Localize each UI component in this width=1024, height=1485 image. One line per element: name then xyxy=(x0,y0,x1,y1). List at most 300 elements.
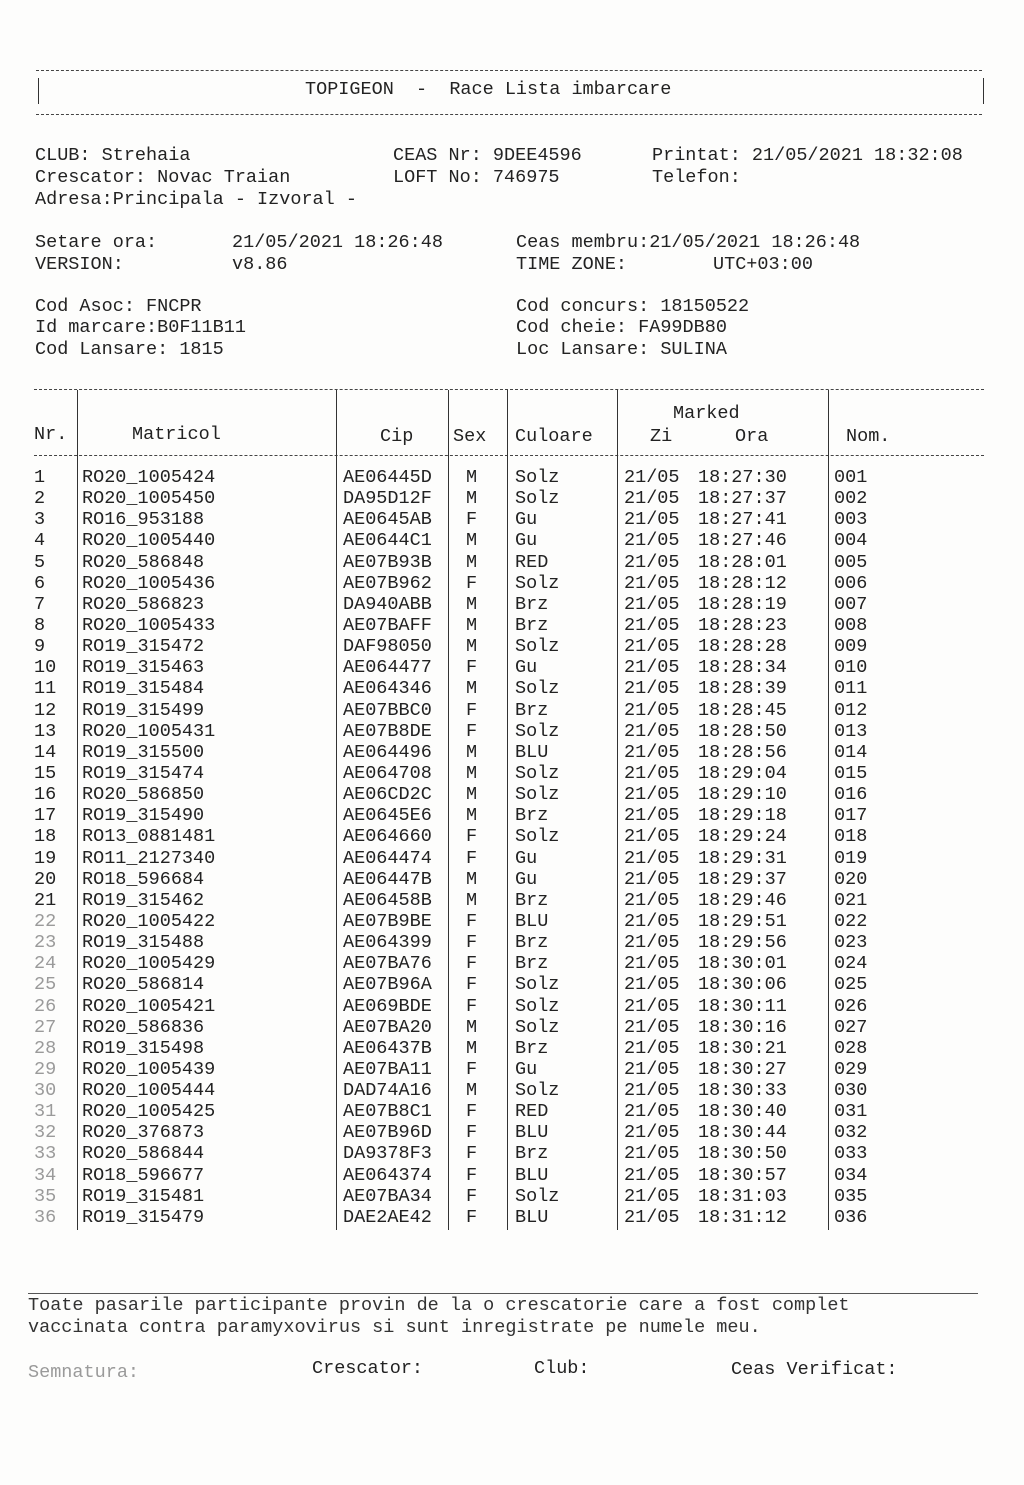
cod-cheie: Cod cheie: FA99DB80 xyxy=(516,317,727,338)
cell-cip: AE064346 xyxy=(343,678,432,700)
cell-cip: AE07B8DE xyxy=(343,720,432,742)
cell-ora: 18:29:46 xyxy=(698,889,787,911)
cell-nom: 020 xyxy=(834,868,868,890)
cell-cip: AE07BA11 xyxy=(343,1058,432,1080)
title-box-right xyxy=(983,78,984,104)
cell-cip: AE07BA20 xyxy=(343,1016,432,1038)
cell-nr: 22 xyxy=(34,910,57,932)
cell-sex: F xyxy=(466,1143,478,1165)
cell-ora: 18:29:51 xyxy=(698,910,787,932)
cell-culoare: RED xyxy=(515,551,549,573)
cell-ora: 18:28:23 xyxy=(698,614,787,636)
setare-value: 21/05/2021 18:26:48 xyxy=(232,232,443,253)
cell-cip: AE07B8C1 xyxy=(343,1101,432,1123)
cell-nr: 14 xyxy=(34,741,57,763)
cell-culoare: Gu xyxy=(515,1058,538,1080)
cell-cip: DAF98050 xyxy=(343,636,432,658)
cell-nom: 011 xyxy=(834,678,868,700)
setare-label: Setare ora: xyxy=(35,232,158,253)
cell-ora: 18:30:16 xyxy=(698,1016,787,1038)
cell-cip: AE07B96A xyxy=(343,974,432,996)
cell-nr: 29 xyxy=(34,1058,57,1080)
cell-sex: M xyxy=(466,488,478,510)
cell-nom: 031 xyxy=(834,1101,868,1123)
cell-nom: 035 xyxy=(834,1185,868,1207)
cell-nr: 1 xyxy=(34,467,46,488)
cell-zi: 21/05 xyxy=(624,1206,680,1228)
cell-matricol: RO19_315499 xyxy=(82,699,205,721)
cell-nom: 003 xyxy=(834,509,868,531)
cell-ora: 18:27:30 xyxy=(698,467,787,488)
column-divider xyxy=(77,390,78,1230)
cell-nr: 25 xyxy=(34,974,57,996)
cell-culoare: Brz xyxy=(515,1143,549,1165)
cell-culoare: Solz xyxy=(515,995,560,1017)
club: CLUB: Strehaia xyxy=(35,145,191,166)
cell-cip: DAE2AE42 xyxy=(343,1206,432,1228)
adresa: Adresa:Principala - Izvoral - xyxy=(35,189,357,210)
loft-no: LOFT No: 746975 xyxy=(393,167,560,188)
cell-zi: 21/05 xyxy=(624,1101,680,1123)
column-divider xyxy=(507,390,508,1230)
cell-culoare: Brz xyxy=(515,1037,549,1059)
cell-cip: DAD74A16 xyxy=(343,1080,432,1102)
cell-nr: 23 xyxy=(34,932,57,954)
column-divider xyxy=(448,390,449,1230)
cell-nr: 5 xyxy=(34,551,46,573)
cell-ora: 18:30:50 xyxy=(698,1143,787,1165)
cell-ora: 18:29:37 xyxy=(698,868,787,890)
cell-cip: AE064660 xyxy=(343,826,432,848)
cell-zi: 21/05 xyxy=(624,614,680,636)
cell-zi: 21/05 xyxy=(624,910,680,932)
cell-culoare: BLU xyxy=(515,741,549,763)
cell-culoare: Solz xyxy=(515,1185,560,1207)
cell-nr: 3 xyxy=(34,509,46,531)
cell-culoare: Brz xyxy=(515,699,549,721)
cell-zi: 21/05 xyxy=(624,488,680,510)
cell-matricol: RO20_586823 xyxy=(82,593,205,615)
cell-nom: 017 xyxy=(834,805,868,827)
cell-matricol: RO19_315479 xyxy=(82,1206,205,1228)
cell-sex: M xyxy=(466,1080,478,1102)
cell-culoare: Solz xyxy=(515,1016,560,1038)
cell-zi: 21/05 xyxy=(624,953,680,975)
header-nom: Nom. xyxy=(846,426,891,447)
cell-ora: 18:29:04 xyxy=(698,762,787,784)
cell-nr: 16 xyxy=(34,784,57,806)
cell-nr: 11 xyxy=(34,678,57,700)
ceas-membru: Ceas membru:21/05/2021 18:26:48 xyxy=(516,232,861,253)
time-zone-value: UTC+03:00 xyxy=(713,254,813,275)
ceas-nr: CEAS Nr: 9DEE4596 xyxy=(393,145,582,166)
cell-nr: 15 xyxy=(34,762,57,784)
cell-matricol: RO20_1005436 xyxy=(82,572,216,594)
cell-culoare: Solz xyxy=(515,784,560,806)
cell-matricol: RO13_0881481 xyxy=(82,826,216,848)
cell-cip: AE06445D xyxy=(343,467,432,488)
cell-nr: 12 xyxy=(34,699,57,721)
cell-sex: M xyxy=(466,784,478,806)
cell-ora: 18:28:19 xyxy=(698,593,787,615)
cell-ora: 18:30:40 xyxy=(698,1101,787,1123)
cell-nom: 034 xyxy=(834,1164,868,1186)
header-ora: Ora xyxy=(735,426,769,447)
cell-nom: 001 xyxy=(834,467,868,488)
cell-ora: 18:29:31 xyxy=(698,847,787,869)
cell-matricol: RO19_315484 xyxy=(82,678,205,700)
cell-culoare: Solz xyxy=(515,678,560,700)
cell-nom: 018 xyxy=(834,826,868,848)
cell-matricol: RO20_1005433 xyxy=(82,614,216,636)
cell-nr: 21 xyxy=(34,889,57,911)
cell-sex: F xyxy=(466,1122,478,1144)
cell-cip: AE06458B xyxy=(343,889,432,911)
cell-matricol: RO20_586814 xyxy=(82,974,205,996)
cell-matricol: RO20_586850 xyxy=(82,784,205,806)
cell-matricol: RO20_586844 xyxy=(82,1143,205,1165)
cell-ora: 18:28:56 xyxy=(698,741,787,763)
cell-culoare: Gu xyxy=(515,509,538,531)
cell-sex: M xyxy=(466,678,478,700)
cell-zi: 21/05 xyxy=(624,995,680,1017)
cell-ora: 18:30:33 xyxy=(698,1080,787,1102)
cell-culoare: BLU xyxy=(515,910,549,932)
cell-nr: 10 xyxy=(34,657,57,679)
cell-nr: 13 xyxy=(34,720,57,742)
id-marcare: Id marcare:B0F11B11 xyxy=(35,317,246,338)
cell-nr: 32 xyxy=(34,1122,57,1144)
cell-ora: 18:30:01 xyxy=(698,953,787,975)
cell-sex: M xyxy=(466,805,478,827)
cell-zi: 21/05 xyxy=(624,1058,680,1080)
cell-nr: 18 xyxy=(34,826,57,848)
cell-nom: 009 xyxy=(834,636,868,658)
cell-matricol: RO19_315488 xyxy=(82,932,205,954)
cell-zi: 21/05 xyxy=(624,636,680,658)
cell-sex: M xyxy=(466,467,478,488)
cell-zi: 21/05 xyxy=(624,974,680,996)
cell-sex: F xyxy=(466,974,478,996)
cell-nom: 019 xyxy=(834,847,868,869)
cell-matricol: RO18_596677 xyxy=(82,1164,205,1186)
cell-nom: 002 xyxy=(834,488,868,510)
club-signature-label: Club: xyxy=(534,1358,590,1379)
cell-sex: F xyxy=(466,1185,478,1207)
cell-zi: 21/05 xyxy=(624,551,680,573)
cell-sex: F xyxy=(466,699,478,721)
cell-sex: F xyxy=(466,995,478,1017)
cell-cip: AE06CD2C xyxy=(343,784,432,806)
cell-ora: 18:30:21 xyxy=(698,1037,787,1059)
footer-rule xyxy=(28,1293,978,1294)
header-cip: Cip xyxy=(380,426,414,447)
cell-matricol: RO20_586836 xyxy=(82,1016,205,1038)
ceas-verificat-label: Ceas Verificat: xyxy=(731,1359,898,1380)
cell-nr: 33 xyxy=(34,1143,57,1165)
cell-culoare: Brz xyxy=(515,593,549,615)
cell-nom: 016 xyxy=(834,784,868,806)
cell-nom: 021 xyxy=(834,889,868,911)
cell-culoare: Brz xyxy=(515,953,549,975)
cell-nom: 008 xyxy=(834,614,868,636)
cell-nr: 6 xyxy=(34,572,46,594)
cell-culoare: BLU xyxy=(515,1206,549,1228)
cell-culoare: Gu xyxy=(515,657,538,679)
cell-culoare: Solz xyxy=(515,467,560,488)
cell-matricol: RO20_1005440 xyxy=(82,530,216,552)
column-divider xyxy=(336,390,337,1230)
cell-cip: DA9378F3 xyxy=(343,1143,432,1165)
header-marked: Marked xyxy=(673,403,740,424)
cell-nr: 36 xyxy=(34,1206,57,1228)
header-matricol: Matricol xyxy=(132,424,221,445)
cell-nom: 004 xyxy=(834,530,868,552)
cell-nom: 023 xyxy=(834,932,868,954)
cell-nom: 025 xyxy=(834,974,868,996)
cell-culoare: Gu xyxy=(515,530,538,552)
cell-nom: 029 xyxy=(834,1058,868,1080)
cell-nr: 20 xyxy=(34,868,57,890)
cell-sex: F xyxy=(466,1164,478,1186)
cell-matricol: RO19_315498 xyxy=(82,1037,205,1059)
time-zone-label: TIME ZONE: xyxy=(516,254,628,275)
cell-matricol: RO20_1005429 xyxy=(82,953,216,975)
cell-matricol: RO20_1005431 xyxy=(82,720,216,742)
cell-cip: AE07B93B xyxy=(343,551,432,573)
cell-zi: 21/05 xyxy=(624,1037,680,1059)
cell-ora: 18:28:01 xyxy=(698,551,787,573)
cell-ora: 18:31:12 xyxy=(698,1206,787,1228)
cell-zi: 21/05 xyxy=(624,593,680,615)
cell-culoare: Solz xyxy=(515,488,560,510)
cell-matricol: RO16_953188 xyxy=(82,509,205,531)
cell-nr: 4 xyxy=(34,530,46,552)
cell-zi: 21/05 xyxy=(624,1185,680,1207)
cell-cip: AE06447B xyxy=(343,868,432,890)
cell-nom: 033 xyxy=(834,1143,868,1165)
cell-nom: 010 xyxy=(834,657,868,679)
cell-sex: M xyxy=(466,614,478,636)
cell-zi: 21/05 xyxy=(624,784,680,806)
cell-cip: AE064474 xyxy=(343,847,432,869)
cell-culoare: Brz xyxy=(515,889,549,911)
column-divider xyxy=(828,390,829,1230)
cell-sex: F xyxy=(466,932,478,954)
cell-cip: AE064477 xyxy=(343,657,432,679)
cell-culoare: Solz xyxy=(515,636,560,658)
cell-nr: 30 xyxy=(34,1080,57,1102)
cod-asoc: Cod Asoc: FNCPR xyxy=(35,296,202,317)
cell-cip: AE07BA76 xyxy=(343,953,432,975)
version-label: VERSION: xyxy=(35,254,124,275)
cell-nom: 030 xyxy=(834,1080,868,1102)
cell-nom: 005 xyxy=(834,551,868,573)
header-culoare: Culoare xyxy=(515,426,593,447)
cell-zi: 21/05 xyxy=(624,868,680,890)
cell-culoare: Solz xyxy=(515,826,560,848)
cell-cip: AE064496 xyxy=(343,741,432,763)
cell-cip: AE064708 xyxy=(343,762,432,784)
cell-sex: M xyxy=(466,762,478,784)
cell-matricol: RO20_1005424 xyxy=(82,467,216,488)
cell-cip: AE06437B xyxy=(343,1037,432,1059)
cell-sex: F xyxy=(466,509,478,531)
cell-matricol: RO19_315463 xyxy=(82,657,205,679)
cell-sex: M xyxy=(466,636,478,658)
cell-nom: 012 xyxy=(834,699,868,721)
cell-cip: AE0645AB xyxy=(343,509,432,531)
cell-ora: 18:30:57 xyxy=(698,1164,787,1186)
cell-matricol: RO18_596684 xyxy=(82,868,205,890)
cell-sex: F xyxy=(466,1206,478,1228)
cell-zi: 21/05 xyxy=(624,741,680,763)
cell-sex: M xyxy=(466,551,478,573)
cell-cip: AE07BA34 xyxy=(343,1185,432,1207)
cell-culoare: Brz xyxy=(515,614,549,636)
cell-nom: 027 xyxy=(834,1016,868,1038)
cell-nom: 014 xyxy=(834,741,868,763)
cell-matricol: RO19_315481 xyxy=(82,1185,205,1207)
cell-sex: M xyxy=(466,593,478,615)
cell-ora: 18:30:06 xyxy=(698,974,787,996)
cell-culoare: Gu xyxy=(515,868,538,890)
cell-nr: 2 xyxy=(34,488,46,510)
cell-ora: 18:28:45 xyxy=(698,699,787,721)
cell-sex: M xyxy=(466,868,478,890)
cell-nom: 013 xyxy=(834,720,868,742)
title-box-top xyxy=(36,70,982,71)
cell-zi: 21/05 xyxy=(624,1164,680,1186)
cell-ora: 18:29:10 xyxy=(698,784,787,806)
cell-sex: F xyxy=(466,720,478,742)
cell-sex: F xyxy=(466,657,478,679)
cell-cip: DA940ABB xyxy=(343,593,432,615)
cell-nom: 036 xyxy=(834,1206,868,1228)
cell-cip: AE07B9BE xyxy=(343,910,432,932)
cell-culoare: Solz xyxy=(515,762,560,784)
cell-culoare: Brz xyxy=(515,805,549,827)
cell-nr: 8 xyxy=(34,614,46,636)
cell-sex: F xyxy=(466,847,478,869)
cell-nom: 022 xyxy=(834,910,868,932)
table-header-rule xyxy=(34,455,984,456)
cell-zi: 21/05 xyxy=(624,1080,680,1102)
cell-sex: M xyxy=(466,1037,478,1059)
cell-nr: 28 xyxy=(34,1037,57,1059)
cell-matricol: RO20_1005444 xyxy=(82,1080,216,1102)
cell-zi: 21/05 xyxy=(624,530,680,552)
cell-matricol: RO20_1005439 xyxy=(82,1058,216,1080)
cell-nom: 024 xyxy=(834,953,868,975)
cell-nom: 006 xyxy=(834,572,868,594)
cell-ora: 18:30:27 xyxy=(698,1058,787,1080)
cod-concurs: Cod concurs: 18150522 xyxy=(516,296,750,317)
declaration-line-2: vaccinata contra paramyxovirus si sunt inregistrate pe numele meu. xyxy=(28,1317,761,1338)
cell-zi: 21/05 xyxy=(624,847,680,869)
cell-matricol: RO20_1005450 xyxy=(82,488,216,510)
cell-culoare: BLU xyxy=(515,1164,549,1186)
cell-zi: 21/05 xyxy=(624,509,680,531)
cell-matricol: RO19_315500 xyxy=(82,741,205,763)
printat: Printat: 21/05/2021 18:32:08 xyxy=(652,145,963,166)
cell-ora: 18:29:24 xyxy=(698,826,787,848)
cell-nr: 34 xyxy=(34,1164,57,1186)
cell-ora: 18:28:50 xyxy=(698,720,787,742)
cell-zi: 21/05 xyxy=(624,1016,680,1038)
cell-nr: 9 xyxy=(34,636,46,658)
cell-cip: AE07B96D xyxy=(343,1122,432,1144)
cell-nr: 19 xyxy=(34,847,57,869)
cell-zi: 21/05 xyxy=(624,762,680,784)
cell-ora: 18:28:28 xyxy=(698,636,787,658)
cell-culoare: BLU xyxy=(515,1122,549,1144)
cell-matricol: RO20_1005425 xyxy=(82,1101,216,1123)
cell-sex: M xyxy=(466,741,478,763)
cell-zi: 21/05 xyxy=(624,1122,680,1144)
cell-culoare: Solz xyxy=(515,974,560,996)
cell-zi: 21/05 xyxy=(624,720,680,742)
cell-nr: 24 xyxy=(34,953,57,975)
cell-sex: F xyxy=(466,572,478,594)
cell-zi: 21/05 xyxy=(624,1143,680,1165)
telefon: Telefon: xyxy=(652,167,741,188)
cell-sex: M xyxy=(466,1016,478,1038)
cell-culoare: Gu xyxy=(515,847,538,869)
cell-sex: M xyxy=(466,889,478,911)
cell-cip: AE07B962 xyxy=(343,572,432,594)
cell-sex: F xyxy=(466,910,478,932)
cell-zi: 21/05 xyxy=(624,889,680,911)
title-box-left xyxy=(38,78,39,104)
cod-lansare: Cod Lansare: 1815 xyxy=(35,339,224,360)
cell-ora: 18:29:18 xyxy=(698,805,787,827)
declaration-line-1: Toate pasarile participante provin de la o crescatorie care a fost complet xyxy=(28,1295,850,1316)
cell-matricol: RO20_1005421 xyxy=(82,995,216,1017)
cell-zi: 21/05 xyxy=(624,572,680,594)
cell-zi: 21/05 xyxy=(624,932,680,954)
column-divider xyxy=(617,390,618,1230)
cell-zi: 21/05 xyxy=(624,826,680,848)
loc-lansare: Loc Lansare: SULINA xyxy=(516,339,727,360)
cell-nr: 26 xyxy=(34,995,57,1017)
cell-matricol: RO20_586848 xyxy=(82,551,205,573)
cell-matricol: RO19_315490 xyxy=(82,805,205,827)
cell-zi: 21/05 xyxy=(624,805,680,827)
cell-nom: 007 xyxy=(834,593,868,615)
cell-zi: 21/05 xyxy=(624,699,680,721)
cell-nr: 27 xyxy=(34,1016,57,1038)
cell-sex: F xyxy=(466,953,478,975)
cell-cip: AE069BDE xyxy=(343,995,432,1017)
cell-nom: 015 xyxy=(834,762,868,784)
cell-matricol: RO20_376873 xyxy=(82,1122,205,1144)
cell-matricol: RO20_1005422 xyxy=(82,910,216,932)
cell-cip: AE0645E6 xyxy=(343,805,432,827)
cell-matricol: RO19_315472 xyxy=(82,636,205,658)
cell-culoare: Brz xyxy=(515,932,549,954)
cell-cip: AE07BBC0 xyxy=(343,699,432,721)
version-value: v8.86 xyxy=(232,254,288,275)
cell-nr: 17 xyxy=(34,805,57,827)
cell-sex: F xyxy=(466,1058,478,1080)
cell-nom: 028 xyxy=(834,1037,868,1059)
cell-ora: 18:29:56 xyxy=(698,932,787,954)
cell-sex: M xyxy=(466,530,478,552)
cell-ora: 18:30:44 xyxy=(698,1122,787,1144)
page-title: TOPIGEON - Race Lista imbarcare xyxy=(305,79,672,100)
table-top-rule xyxy=(34,389,984,390)
